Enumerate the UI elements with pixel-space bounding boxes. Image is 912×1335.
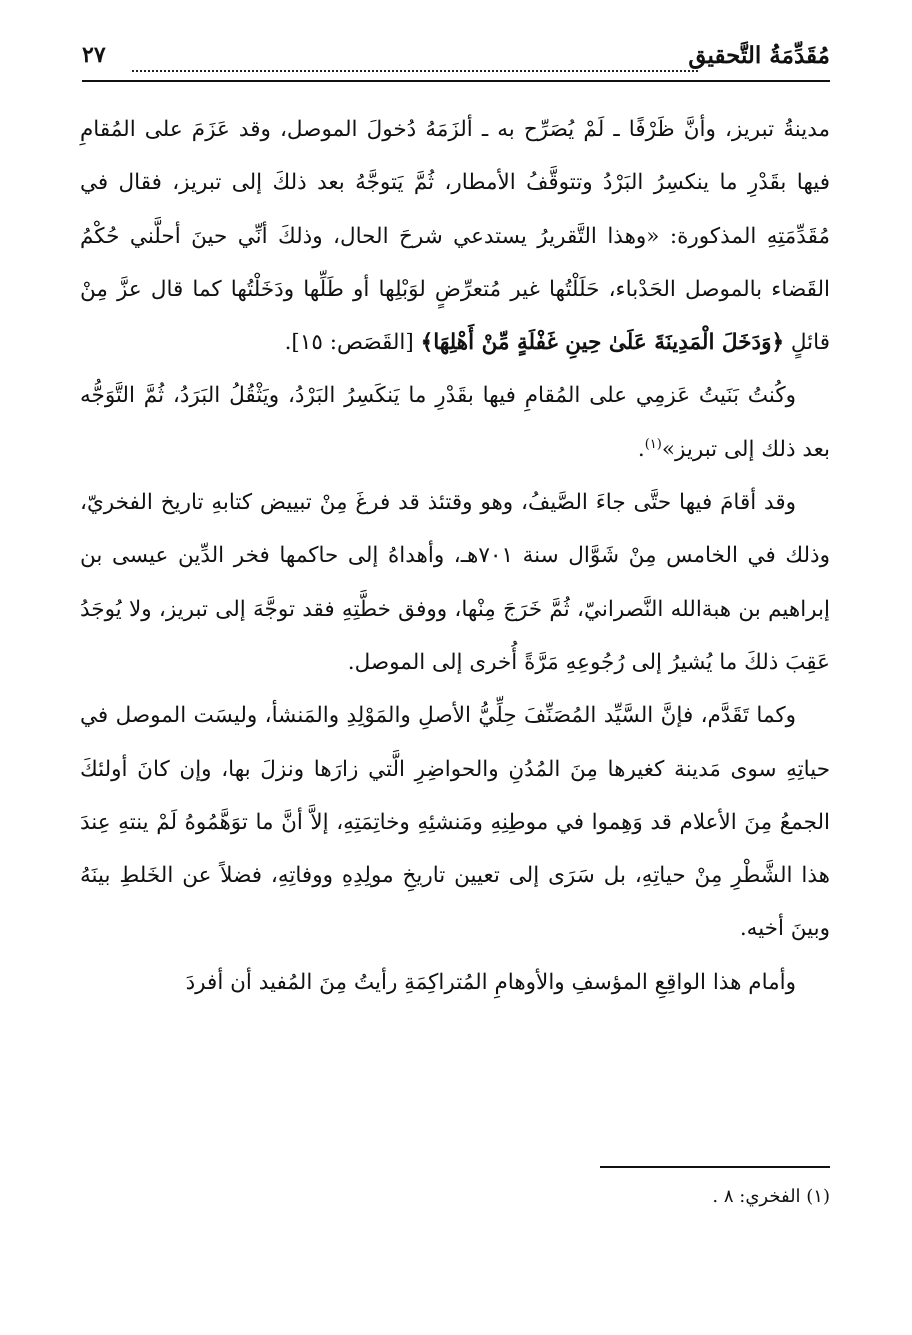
footnote: (١) الفخري: ٨ . bbox=[712, 1186, 830, 1207]
paragraph-2 bbox=[80, 369, 830, 476]
paragraph-2-text: وكُنتُ بَنَيتُ عَزمِي على المُقامِ فيها بقَدْرِ ما يَنكَسِرُ البَرْدُ، ويَثْقُلُ البَرَدُ، ثُمَّ التَّوَجُّه بعد ذلك إلى تبريز» bbox=[80, 383, 830, 462]
paragraph-3: وقد أقامَ فيها حتَّى جاءَ الصَّيفُ، وهو وقتئذ قد فرغَ مِنْ تبييض كتابهِ تاريخ الفخريّ، وذلك في الخامس مِنْ شَوَّال سنة ٧٠١هـ، وأهداهُ إلى حاكمها فخر الدِّين عيسى بن إبراهيم بن هبةالله النَّصرانيّ، ثُمَّ خَرَجَ مِنْها، ووفق خطَّتِهِ فقد توجَّهَ إلى تبريز، ولا يُوجَدُ عَقِبَ ذلكَ ما يُشيرُ إلى رُجُوعِهِ مَرَّةً أُخرى إلى الموصل. bbox=[80, 490, 830, 675]
quran-verse: ﴿وَدَخَلَ الْمَدِينَةَ عَلَىٰ حِينِ غَفْلَةٍ مِّنْ أَهْلِهَا﴾ bbox=[420, 330, 785, 356]
running-title: مُقَدِّمَةُ التَّحقيق bbox=[684, 42, 830, 69]
paragraph-1-text: مدينةُ تبريز، وأنَّ ظَرْفًا ـ لَمْ يُصَرِّح به ـ ألزَمَهُ دُخولَ الموصل، وقد عَزَمَ على المُقامِ فيها بقَدْرِ ما ينكسِرُ البَرْدُ وتتوقَّفُ الأمطار، ثُمَّ يَتوجَّهُ بعد ذلكَ إلى تبريز، فقال في مُقَدِّمَتِهِ المذكورة: «وهذا التَّقريرُ يستدعي شرحَ الحال، وذلكَ أنِّي حينَ أحلَّني حُكْمُ القَضاء بالموصل الحَدْباء، حَلَلْتُها غير مُتعرِّضٍ لوَبْلِها أو طَلِّها ودَخَلْتُها كما قال عزَّ مِنْ قائلٍ bbox=[80, 117, 830, 356]
main-text bbox=[80, 103, 830, 1009]
footnote-rule bbox=[600, 1166, 830, 1168]
paragraph-5: وأمام هذا الواقِعِ المؤسفِ والأوهامِ المُتراكِمَةِ رأيتُ مِنَ المُفيد أن أفردَ bbox=[185, 969, 796, 995]
page-number: ٢٧ bbox=[82, 42, 106, 68]
verse-reference: [القَصَص: ١٥]. bbox=[284, 330, 414, 356]
header-rule bbox=[82, 80, 830, 82]
header-dot-leader bbox=[132, 48, 698, 72]
paragraph-2-end: . bbox=[637, 436, 645, 462]
running-header bbox=[82, 30, 830, 80]
paragraph-4: وكما تَقَدَّم، فإنَّ السَّيِّد المُصَنِّفَ حِلِّيُّ الأصلِ والمَوْلِدِ والمَنشأ، وليسَت الموصل في حياتِهِ سوى مَدينة كغيرها مِنَ المُدُنِ والحواضِرِ الَّتي زارَها ونزلَ بها، وإن كانَ أولئكَ الجمعُ مِنَ الأعلام قد وَهِموا في موطِنِهِ ومَنشئِهِ وخاتِمَتِهِ، إلاَّ أنَّ ما توَهَّمُوهُ لَمْ ينتهِ عِندَ هذا الشَّطْرِ مِنْ حياتِهِ، بل سَرَى إلى تعيين تاريخِ مولِدِهِ ووفاتِهِ، فضلاً عن الخَلطِ بينَهُ وبينَ أخيه. bbox=[80, 703, 830, 942]
paragraph-1 bbox=[80, 103, 830, 369]
footnote-marker: (١) bbox=[644, 436, 662, 452]
